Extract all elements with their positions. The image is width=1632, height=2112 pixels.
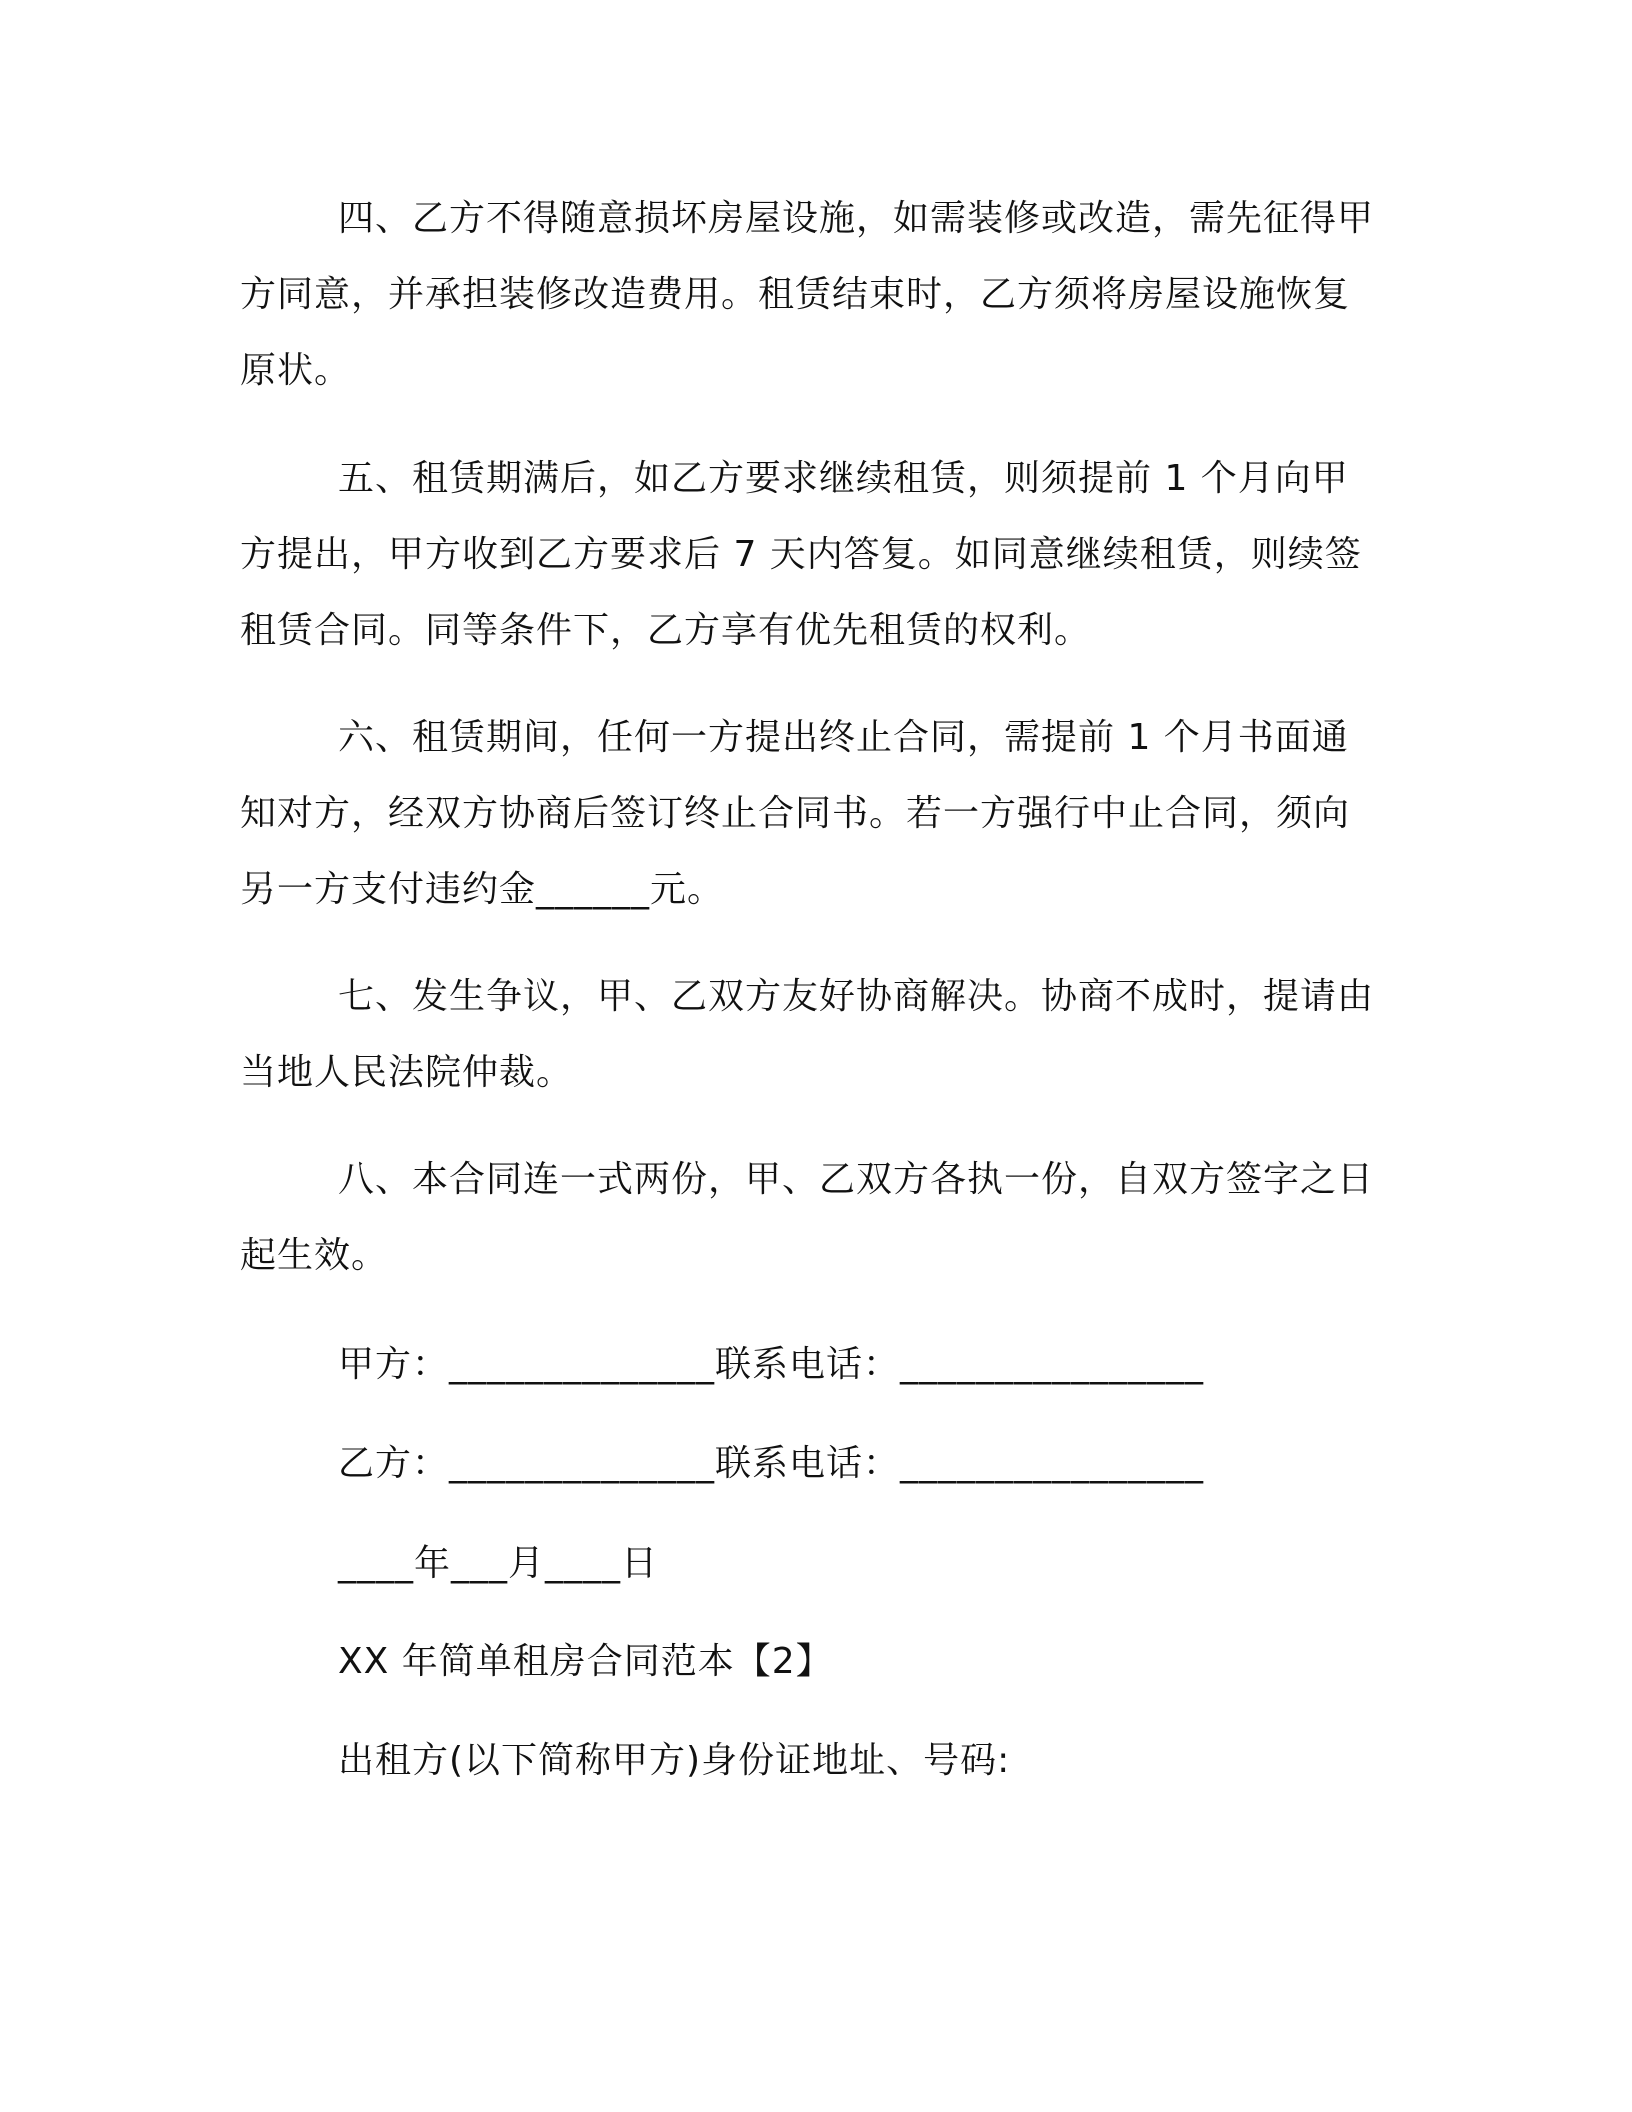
clause-6: 六、租赁期间，任何一方提出终止合同，需提前 1 个月书面通知对方，经双方协商后签订终止合同书。若一方强行中止合同，须向另一方支付违约金______元。 [240,717,1351,910]
section-title: XX 年简单租房合同范本【2】 [338,1641,833,1682]
clause-4: 四、乙方不得随意损坏房屋设施，如需装修或改造，需先征得甲方同意，并承担装修改造费用。租赁结束时，乙方须将房屋设施恢复原状。 [240,198,1375,391]
signing-date-line: ____年___月____日 [338,1543,659,1584]
party-a-signature-line: 甲方：______________联系电话：________________ [338,1344,1205,1385]
clause-8: 八、本合同连一式两份，甲、乙双方各执一份，自双方签字之日起生效。 [240,1159,1375,1276]
clause-5: 五、租赁期满后，如乙方要求继续租赁，则须提前 1 个月向甲方提出，甲方收到乙方要求后 7 天内答复。如同意继续租赁，则续签租赁合同。同等条件下，乙方享有优先租赁的权利。 [240,458,1362,651]
clause-7: 七、发生争议，甲、乙双方友好协商解决。协商不成时，提请由当地人民法院仲裁。 [240,976,1375,1093]
lessor-info-line: 出租方(以下简称甲方)身份证地址、号码: [338,1740,1011,1781]
party-b-signature-line: 乙方：______________联系电话：________________ [338,1443,1205,1484]
